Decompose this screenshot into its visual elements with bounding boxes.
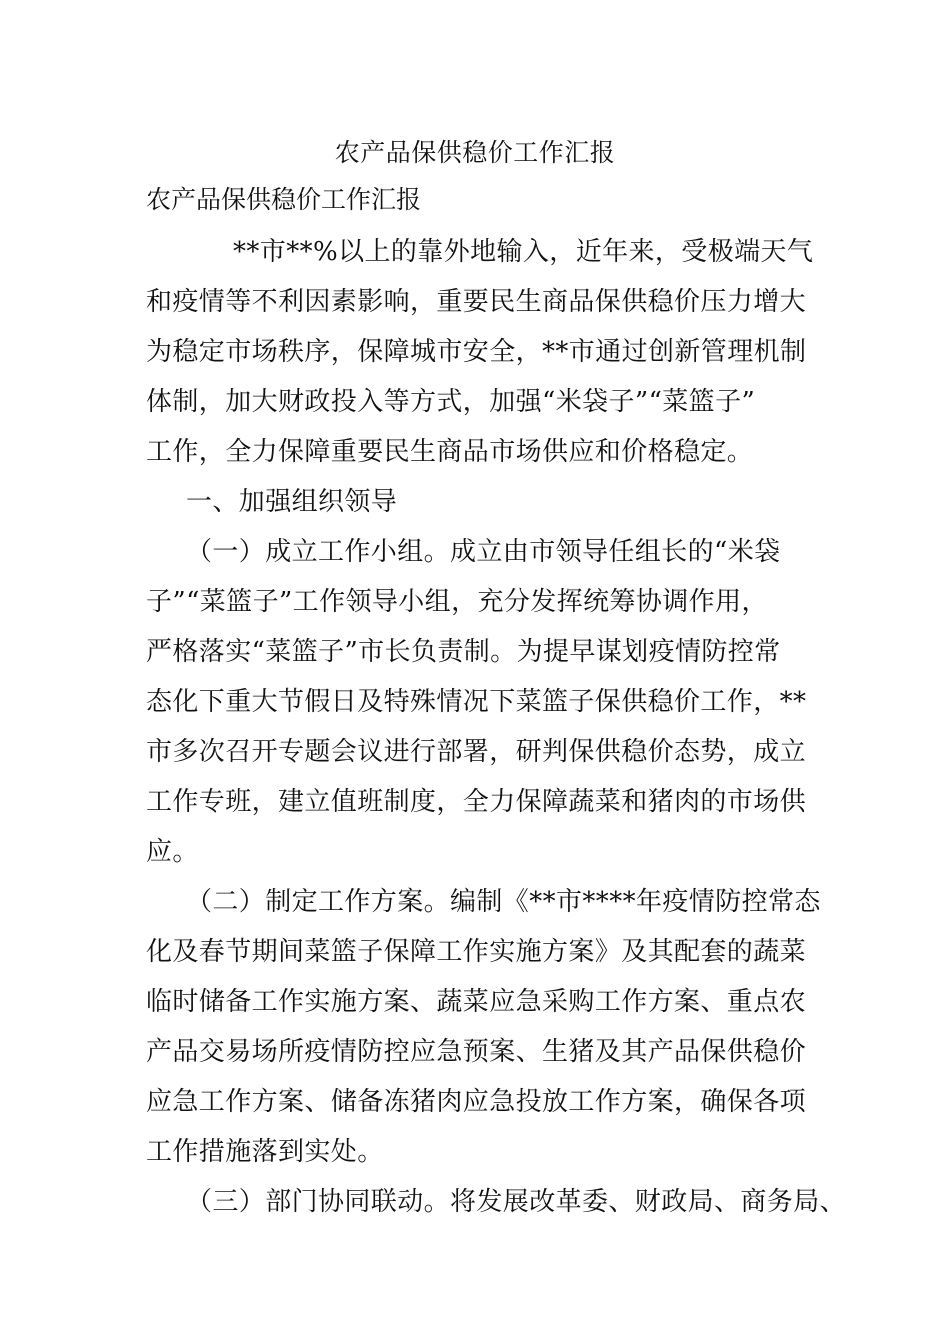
paragraph-line: 产品交易场所疫情防控应急预案、生猪及其产品保供稳价 [146,1037,807,1067]
paragraph-line: （三）部门协同联动。将发展改革委、财政局、商务局、 [186,1187,847,1217]
paragraph-line: 应急工作方案、储备冻猪肉应急投放工作方案，确保各项 [146,1087,807,1117]
paragraph-line: 严格落实“菜篮子”市长负责制。为提早谋划疫情防控常 [146,637,781,667]
paragraph-line: （一）成立工作小组。成立由市领导任组长的“米袋 [186,537,781,567]
paragraph-line: 工作专班，建立值班制度，全力保障蔬菜和猪肉的市场供 [146,787,807,817]
paragraph-line: 应。 [146,837,199,867]
paragraph-line: 子”“菜篮子”工作领导小组，充分发挥统筹协调作用， [146,587,768,617]
paragraph-line: 为稳定市场秩序，保障城市安全，**市通过创新管理机制 [146,337,807,367]
paragraph-line: 态化下重大节假日及特殊情况下菜篮子保供稳价工作，** [146,687,807,717]
paragraph-line: 工作，全力保障重要民生商品市场供应和价格稳定。 [146,437,754,467]
paragraph-line: 体制，加大财政投入等方式，加强“米袋子”“菜篮子” [146,387,756,417]
paragraph-line: 市多次召开专题会议进行部署，研判保供稳价态势，成立 [146,737,807,767]
document-subtitle: 农产品保供稳价工作汇报 [146,185,422,214]
paragraph-line: **市**%以上的靠外地输入，近年来，受极端天气 [233,237,814,267]
paragraph-line: 和疫情等不利因素影响，重要民生商品保供稳价压力增大 [146,287,807,317]
document-title: 农产品保供稳价工作汇报 [334,138,616,167]
paragraph-line: （二）制定工作方案。编制《**市****年疫情防控常态 [186,887,821,917]
section-heading: 一、加强组织领导 [186,487,398,517]
paragraph-line: 工作措施落到实处。 [146,1137,384,1167]
paragraph-line: 化及春节期间菜篮子保障工作实施方案》及其配套的蔬菜 [146,937,807,967]
paragraph-line: 临时储备工作实施方案、蔬菜应急采购工作方案、重点农 [146,987,807,1017]
